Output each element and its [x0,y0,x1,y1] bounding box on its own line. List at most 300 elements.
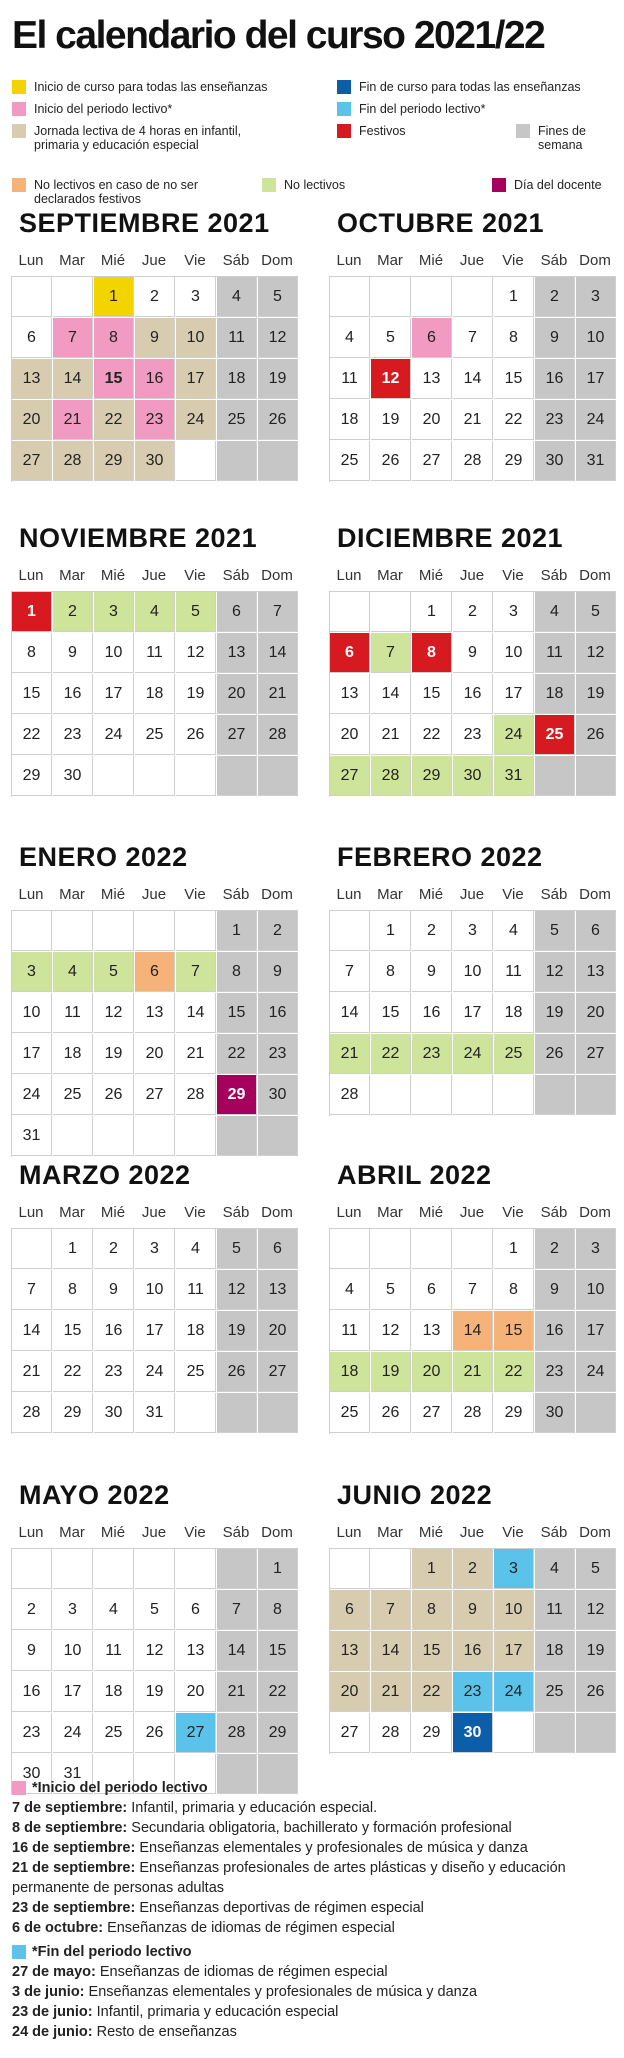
empty-cell [94,1116,134,1156]
empty-cell [576,1075,616,1115]
day-cell: 13 [12,359,52,399]
empty-cell [12,911,52,951]
day-cell: 21 [453,1352,493,1392]
note-date: 16 de septiembre: [12,1840,136,1856]
day-cell: 15 [494,1311,534,1351]
weekday-label: Jue [141,886,167,903]
empty-cell [217,441,257,481]
day-cell: 8 [53,1270,93,1310]
legend-item [492,178,622,192]
weekday-label: Mar [377,1204,403,1221]
day-cell: 19 [176,674,216,714]
day-cell: 18 [135,674,175,714]
day-cell: 6 [330,633,370,673]
day-cell: 2 [535,1229,575,1269]
note-line [12,2022,612,2042]
day-cell: 13 [258,1270,298,1310]
weekday-label: Sáb [222,1524,250,1541]
day-cell: 7 [12,1270,52,1310]
day-cell: 23 [258,1034,298,1074]
day-cell: 28 [330,1075,370,1115]
day-cell: 31 [576,441,616,481]
empty-cell [258,441,298,481]
day-cell: 14 [330,993,370,1033]
weekday-label: Mar [59,252,85,269]
day-cell: 25 [330,1393,370,1433]
day-cell: 22 [258,1672,298,1712]
day-cell: 16 [453,674,493,714]
weekday-label: Mié [418,1204,444,1221]
weekday-label: Lun [336,252,362,269]
weekday-label: Mar [59,1204,85,1221]
note-line [12,1918,612,1938]
empty-cell [494,1075,534,1115]
legend-swatch [12,124,26,138]
day-cell: 3 [135,1229,175,1269]
notes-heading-text: *Inicio del periodo lectivo [32,1780,208,1796]
day-cell: 9 [453,1590,493,1630]
note-line [12,2002,612,2022]
day-cell: 27 [176,1713,216,1753]
note-text: Enseñanzas de idiomas de régimen especial [95,1964,388,1980]
empty-cell [412,1075,452,1115]
legend-item [262,178,462,192]
month-title: MARZO 2022 [19,1160,191,1190]
notes-heading [12,1942,612,1962]
month-title: SEPTIEMBRE 2021 [19,208,270,238]
weekday-label: Vie [502,1524,524,1541]
day-cell: 17 [135,1311,175,1351]
day-cell: 25 [494,1034,534,1074]
day-cell: 12 [535,952,575,992]
day-cell: 29 [494,441,534,481]
day-cell: 11 [535,633,575,673]
empty-cell [176,441,216,481]
day-cell: 7 [453,1270,493,1310]
weekday-header [11,252,297,268]
empty-cell [176,1549,216,1589]
day-cell: 5 [535,911,575,951]
day-cell: 7 [217,1590,257,1630]
weekday-label: Jue [459,1204,485,1221]
day-cell: 13 [330,674,370,714]
day-cell: 2 [453,1549,493,1589]
empty-cell [330,1229,370,1269]
day-cell: 4 [135,592,175,632]
day-cell: 8 [412,1590,452,1630]
day-cell: 25 [94,1713,134,1753]
legend-swatch [492,178,506,192]
day-cell: 17 [12,1034,52,1074]
legend-swatch [12,102,26,116]
note-text: Enseñanzas profesionales de artes plásticas y diseño y educación permanente de personas adultas [12,1860,566,1896]
weekday-label: Mié [100,1524,126,1541]
day-cell: 3 [494,1549,534,1589]
day-cell: 25 [176,1352,216,1392]
day-cell: 1 [412,592,452,632]
empty-cell [371,592,411,632]
day-cell: 1 [94,277,134,317]
day-cell: 15 [94,359,134,399]
legend-swatch [337,102,351,116]
day-cell: 24 [453,1034,493,1074]
day-cell: 25 [330,441,370,481]
day-cell: 24 [176,400,216,440]
weekday-label: Lun [18,1524,44,1541]
day-cell: 18 [53,1034,93,1074]
day-cell: 19 [371,400,411,440]
weekday-header [11,567,297,583]
day-cell: 22 [494,1352,534,1392]
day-cell: 4 [535,1549,575,1589]
weekday-label: Vie [184,1524,206,1541]
empty-cell [371,1075,411,1115]
day-cell: 14 [176,993,216,1033]
day-cell: 17 [94,674,134,714]
note-line [12,1798,612,1818]
legend-item [12,178,252,206]
day-cell: 19 [576,1631,616,1671]
weekday-label: Sáb [222,252,250,269]
weekday-header [329,1204,615,1220]
weekday-label: Mar [377,567,403,584]
day-cell: 9 [53,633,93,673]
day-cell: 11 [135,633,175,673]
day-cell: 15 [412,674,452,714]
day-cell: 18 [494,993,534,1033]
day-cell: 17 [576,1311,616,1351]
note-date: 24 de junio: [12,2024,93,2040]
empty-cell [330,911,370,951]
day-cell: 1 [258,1549,298,1589]
day-cell: 4 [535,592,575,632]
day-cell: 21 [371,715,411,755]
day-cell: 2 [412,911,452,951]
day-cell: 22 [217,1034,257,1074]
weekday-label: Lun [18,1204,44,1221]
weekday-label: Dom [261,1204,293,1221]
day-cell: 4 [94,1590,134,1630]
empty-cell [12,277,52,317]
empty-cell [53,1549,93,1589]
weekday-label: Lun [18,886,44,903]
day-cell: 10 [494,1590,534,1630]
legend-label: Fines de semana [538,124,586,152]
day-cell: 15 [258,1631,298,1671]
day-cell: 23 [453,715,493,755]
weekday-label: Mié [418,252,444,269]
day-cell: 11 [535,1590,575,1630]
day-cell: 29 [217,1075,257,1115]
weekday-label: Dom [261,252,293,269]
day-cell: 7 [371,633,411,673]
weekday-label: Mar [59,1524,85,1541]
day-cell: 8 [258,1590,298,1630]
day-cell: 2 [535,277,575,317]
day-cell: 16 [453,1631,493,1671]
day-cell: 30 [12,1754,52,1794]
weekday-label: Mié [100,252,126,269]
day-cell: 12 [371,359,411,399]
day-cell: 14 [258,633,298,673]
day-cell: 23 [12,1713,52,1753]
note-line [12,1838,612,1858]
day-cell: 11 [330,359,370,399]
empty-cell [371,1549,411,1589]
day-cell: 17 [176,359,216,399]
day-cell: 13 [412,359,452,399]
day-cell: 21 [258,674,298,714]
day-cell: 26 [576,1672,616,1712]
day-cell: 24 [94,715,134,755]
weekday-label: Mar [377,1524,403,1541]
day-cell: 11 [53,993,93,1033]
day-cell: 5 [135,1590,175,1630]
empty-cell [453,1075,493,1115]
weekday-label: Mié [100,1204,126,1221]
day-cell: 9 [412,952,452,992]
weekday-label: Dom [579,1524,611,1541]
weekday-label: Jue [459,886,485,903]
day-cell: 25 [53,1075,93,1115]
day-cell: 5 [371,318,411,358]
day-cell: 2 [453,592,493,632]
note-date: 23 de junio: [12,2004,93,2020]
day-cell: 22 [412,1672,452,1712]
day-cell: 14 [453,359,493,399]
day-grid [329,910,616,1116]
weekday-label: Jue [141,1524,167,1541]
day-cell: 29 [53,1393,93,1433]
day-cell: 20 [576,993,616,1033]
day-cell: 30 [453,1713,493,1753]
day-cell: 10 [135,1270,175,1310]
empty-cell [53,277,93,317]
day-cell: 30 [53,756,93,796]
weekday-label: Mié [418,886,444,903]
day-cell: 29 [94,441,134,481]
weekday-header [11,1204,297,1220]
day-cell: 22 [94,400,134,440]
day-cell: 18 [535,674,575,714]
empty-cell [258,1116,298,1156]
empty-cell [258,1393,298,1433]
day-cell: 1 [494,1229,534,1269]
day-cell: 27 [217,715,257,755]
day-cell: 10 [576,318,616,358]
weekday-label: Sáb [540,886,568,903]
day-cell: 24 [494,1672,534,1712]
day-cell: 18 [535,1631,575,1671]
day-cell: 21 [176,1034,216,1074]
note-date: 3 de junio: [12,1984,85,2000]
legend-label: Jornada lectiva de 4 horas en infantil, primaria y educación especial [34,124,242,152]
day-cell: 24 [12,1075,52,1115]
day-cell: 20 [258,1311,298,1351]
empty-cell [94,1549,134,1589]
empty-cell [94,911,134,951]
day-cell: 10 [576,1270,616,1310]
weekday-header [11,1524,297,1540]
day-cell: 3 [12,952,52,992]
empty-cell [535,1075,575,1115]
day-cell: 23 [135,400,175,440]
day-cell: 9 [453,633,493,673]
day-cell: 21 [53,400,93,440]
day-cell: 1 [53,1229,93,1269]
day-cell: 24 [53,1713,93,1753]
day-cell: 8 [94,318,134,358]
day-cell: 27 [576,1034,616,1074]
legend-item [337,102,607,116]
note-line [12,1898,612,1918]
empty-cell [453,1229,493,1269]
day-cell: 27 [135,1075,175,1115]
weekday-label: Jue [459,252,485,269]
day-cell: 15 [494,359,534,399]
weekday-label: Sáb [222,1204,250,1221]
day-cell: 19 [135,1672,175,1712]
day-cell: 21 [371,1672,411,1712]
day-cell: 16 [135,359,175,399]
day-cell: 19 [576,674,616,714]
legend-label: Inicio del periodo lectivo* [34,102,173,116]
note-line [12,1982,612,2002]
weekday-label: Dom [261,567,293,584]
empty-cell [217,1393,257,1433]
month-title: FEBRERO 2022 [337,842,543,872]
weekday-label: Lun [336,1524,362,1541]
day-cell: 2 [53,592,93,632]
empty-cell [535,1713,575,1753]
day-cell: 20 [330,715,370,755]
notes-swatch [12,1781,26,1795]
day-cell: 26 [371,1393,411,1433]
day-grid [11,1228,298,1434]
day-cell: 11 [330,1311,370,1351]
day-cell: 7 [258,592,298,632]
day-cell: 28 [176,1075,216,1115]
day-cell: 16 [258,993,298,1033]
empty-cell [576,756,616,796]
month-title: ENERO 2022 [19,842,188,872]
legend-label: Día del docente [514,178,602,192]
weekday-label: Mié [100,886,126,903]
day-cell: 6 [217,592,257,632]
day-cell: 20 [217,674,257,714]
day-cell: 18 [330,1352,370,1392]
empty-cell [217,1549,257,1589]
day-cell: 16 [94,1311,134,1351]
weekday-label: Vie [184,886,206,903]
empty-cell [217,1116,257,1156]
day-cell: 30 [258,1075,298,1115]
weekday-label: Sáb [222,886,250,903]
legend-swatch [337,124,351,138]
day-cell: 26 [176,715,216,755]
empty-cell [12,1549,52,1589]
day-cell: 1 [494,277,534,317]
day-cell: 4 [330,318,370,358]
weekday-label: Lun [336,886,362,903]
legend-swatch [337,80,351,94]
legend [12,80,617,206]
day-grid [329,1228,616,1434]
day-cell: 10 [176,318,216,358]
day-cell: 29 [258,1713,298,1753]
day-cell: 22 [12,715,52,755]
legend-item [337,124,497,138]
day-cell: 17 [453,993,493,1033]
page-title: El calendario del curso 2021/22 [12,14,545,57]
day-cell: 28 [12,1393,52,1433]
day-cell: 1 [217,911,257,951]
month-title: MAYO 2022 [19,1480,170,1510]
day-cell: 3 [176,277,216,317]
day-cell: 15 [371,993,411,1033]
weekday-label: Dom [579,567,611,584]
day-cell: 10 [53,1631,93,1671]
weekday-label: Lun [336,1204,362,1221]
day-grid [329,1548,616,1754]
day-cell: 9 [94,1270,134,1310]
day-cell: 9 [12,1631,52,1671]
day-cell: 21 [217,1672,257,1712]
day-cell: 5 [94,952,134,992]
day-cell: 18 [330,400,370,440]
day-cell: 17 [53,1672,93,1712]
day-cell: 30 [94,1393,134,1433]
weekday-header [329,567,615,583]
note-text: Enseñanzas deportivas de régimen especial [135,1900,424,1916]
empty-cell [176,1393,216,1433]
day-cell: 23 [535,1352,575,1392]
note-text: Enseñanzas elementales y profesionales de música y danza [84,1984,478,2000]
day-cell: 28 [53,441,93,481]
day-cell: 5 [576,592,616,632]
day-cell: 6 [176,1590,216,1630]
day-cell: 28 [258,715,298,755]
day-cell: 19 [94,1034,134,1074]
day-cell: 23 [94,1352,134,1392]
day-cell: 16 [12,1672,52,1712]
weekday-label: Sáb [540,1524,568,1541]
day-cell: 9 [535,1270,575,1310]
notes-swatch [12,1945,26,1959]
day-cell: 2 [94,1229,134,1269]
day-cell: 9 [535,318,575,358]
day-cell: 28 [371,756,411,796]
note-text: Enseñanzas elementales y profesionales de música y danza [135,1840,528,1856]
note-line [12,1858,612,1898]
day-cell: 4 [53,952,93,992]
day-cell: 1 [12,592,52,632]
weekday-label: Mié [418,567,444,584]
weekday-header [329,252,615,268]
day-cell: 31 [494,756,534,796]
day-cell: 16 [412,993,452,1033]
empty-cell [258,756,298,796]
note-date: 27 de mayo: [12,1964,96,1980]
day-cell: 20 [412,400,452,440]
month-title: NOVIEMBRE 2021 [19,523,258,553]
legend-label: No lectivos en caso de no ser declarados festivos [34,178,198,206]
legend-label: Fin de curso para todas las enseñanzas [359,80,581,94]
day-cell: 6 [330,1590,370,1630]
day-cell: 20 [135,1034,175,1074]
day-cell: 22 [412,715,452,755]
day-cell: 25 [217,400,257,440]
